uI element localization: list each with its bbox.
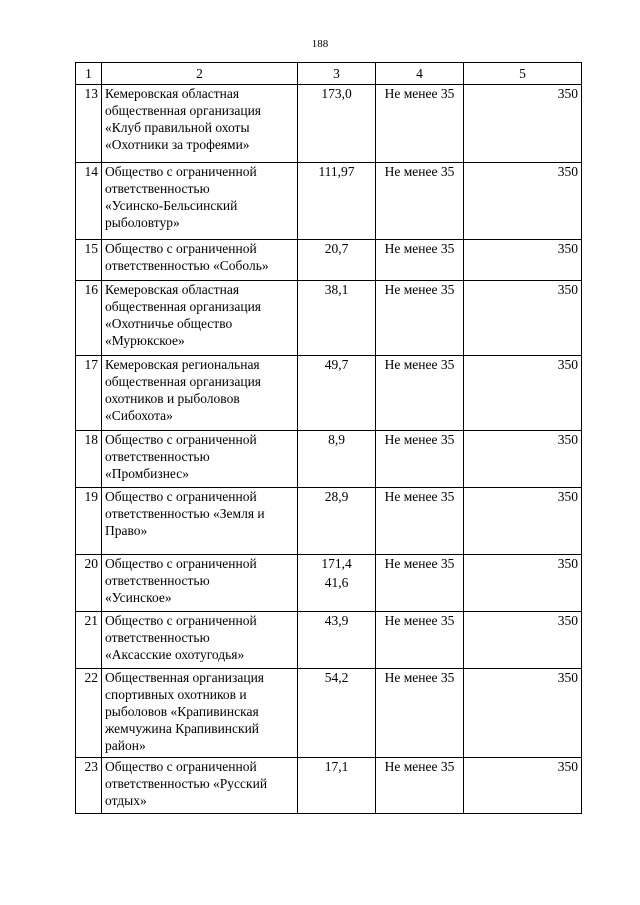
header-cell-3: 3 [298,63,376,85]
row-number: 20 [76,555,102,612]
norm-value: Не менее 35 [376,163,464,240]
organization-name-line: общественная организация [105,299,262,314]
norm-value: Не менее 35 [376,555,464,612]
organization-name-line: Общество с ограниченной [105,759,257,774]
organization-name [102,240,298,281]
hunting-grounds-table [75,62,582,814]
table-row [76,555,582,612]
organization-name-line: Право» [105,523,148,538]
norm-value: Не менее 35 [376,758,464,814]
quota-value: 350 [464,612,582,669]
area-value [298,281,376,356]
organization-name-line: общественная организация [105,374,262,389]
area-value [298,431,376,488]
organization-name-line: ответственностью [105,181,210,196]
norm-value: Не менее 35 [376,431,464,488]
area-value-line: 43,9 [324,613,349,628]
organization-name [102,669,298,758]
quota-value: 350 [464,356,582,431]
area-value [298,85,376,163]
organization-name-line: ответственностью «Русский [105,776,268,791]
table-row [76,356,582,431]
header-cell-1: 1 [76,63,102,85]
organization-name [102,431,298,488]
quota-value: 350 [464,488,582,555]
norm-value: Не менее 35 [376,488,464,555]
organization-name-line: общественная организация [105,103,262,118]
row-number: 13 [76,85,102,163]
organization-name [102,612,298,669]
table-row [76,758,582,814]
organization-name-line: Кемеровская региональная [105,357,260,372]
table-row [76,240,582,281]
norm-value: Не менее 35 [376,281,464,356]
organization-name-line: «Усинско-Бельсинский [105,198,238,213]
table-body [76,85,582,814]
area-value-line: 8,9 [328,432,345,447]
organization-name-line: Общественная организация [105,670,265,685]
organization-name [102,281,298,356]
organization-name-line: «Аксасские охотугодья» [105,647,245,662]
organization-name-line: спортивных охотников и [105,687,247,702]
header-cell-4: 4 [376,63,464,85]
organization-name-line: «Сибохота» [105,408,173,423]
organization-name-line: Общество с ограниченной [105,164,257,179]
area-value [298,612,376,669]
row-number: 14 [76,163,102,240]
organization-name-line: рыболовтур» [105,215,180,230]
organization-name [102,163,298,240]
norm-value: Не менее 35 [376,85,464,163]
row-number: 19 [76,488,102,555]
organization-name-line: ответственностью [105,449,210,464]
table-row [76,281,582,356]
table-row [76,85,582,163]
organization-name-line: охотников и рыболовов [105,391,240,406]
header-cell-2: 2 [102,63,298,85]
norm-value: Не менее 35 [376,240,464,281]
quota-value: 350 [464,240,582,281]
organization-name-line: Кемеровская областная [105,86,240,101]
organization-name [102,356,298,431]
area-value-line: 173,0 [321,86,352,101]
area-value-line: 38,1 [324,282,349,297]
row-number: 16 [76,281,102,356]
organization-name-line: Общество с ограниченной [105,613,257,628]
area-value-line: 17,1 [324,759,349,774]
organization-name-line: «Промбизнес» [105,466,190,481]
organization-name [102,758,298,814]
organization-name [102,488,298,555]
header-cell-5: 5 [464,63,582,85]
table-row [76,612,582,669]
organization-name [102,555,298,612]
row-number: 22 [76,669,102,758]
organization-name-line: Кемеровская областная [105,282,240,297]
quota-value: 350 [464,431,582,488]
organization-name-line: рыболовов «Крапивинская [105,704,259,719]
area-value [298,758,376,814]
quota-value: 350 [464,85,582,163]
area-value [298,488,376,555]
row-number: 17 [76,356,102,431]
header-row [76,63,582,85]
area-value [298,163,376,240]
area-value-line: 171,4 [321,556,352,571]
organization-name-line: Общество с ограниченной [105,241,257,256]
organization-name-line: район» [105,738,146,753]
organization-name-line: Общество с ограниченной [105,489,257,504]
quota-value: 350 [464,555,582,612]
table-row [76,488,582,555]
organization-name-line: жемчужина Крапивинский [105,721,260,736]
norm-value: Не менее 35 [376,669,464,758]
norm-value: Не менее 35 [376,612,464,669]
table-row [76,163,582,240]
quota-value: 350 [464,758,582,814]
organization-name-line: «Клуб правильной охоты [105,120,250,135]
area-value-line: 28,9 [324,489,349,504]
area-value-line: 111,97 [318,164,355,179]
table-row [76,431,582,488]
organization-name-line: ответственностью [105,573,210,588]
organization-name-line: отдых» [105,793,147,808]
row-number: 15 [76,240,102,281]
area-value [298,240,376,281]
organization-name-line: «Охотничье общество [105,316,233,331]
organization-name-line: «Мурюкское» [105,333,185,348]
table-row [76,669,582,758]
area-value-line: 20,7 [324,241,349,256]
organization-name-line: «Охотники за трофеями» [105,137,250,152]
row-number: 18 [76,431,102,488]
organization-name [102,85,298,163]
organization-name-line: ответственностью «Земля и [105,506,265,521]
organization-name-line: Общество с ограниченной [105,556,257,571]
page-number: 188 [311,38,329,50]
quota-value: 350 [464,281,582,356]
row-number: 23 [76,758,102,814]
quota-value: 350 [464,163,582,240]
area-value [298,669,376,758]
area-value [298,555,376,612]
quota-value: 350 [464,669,582,758]
row-number: 21 [76,612,102,669]
organization-name-line: ответственностью «Соболь» [105,258,269,273]
area-value-line: 41,6 [324,575,349,590]
organization-name-line: Общество с ограниченной [105,432,257,447]
organization-name-line: ответственностью [105,630,210,645]
norm-value: Не менее 35 [376,356,464,431]
area-value [298,356,376,431]
area-value-line: 49,7 [324,357,349,372]
area-value-line: 54,2 [324,670,349,685]
organization-name-line: «Усинское» [105,590,172,605]
